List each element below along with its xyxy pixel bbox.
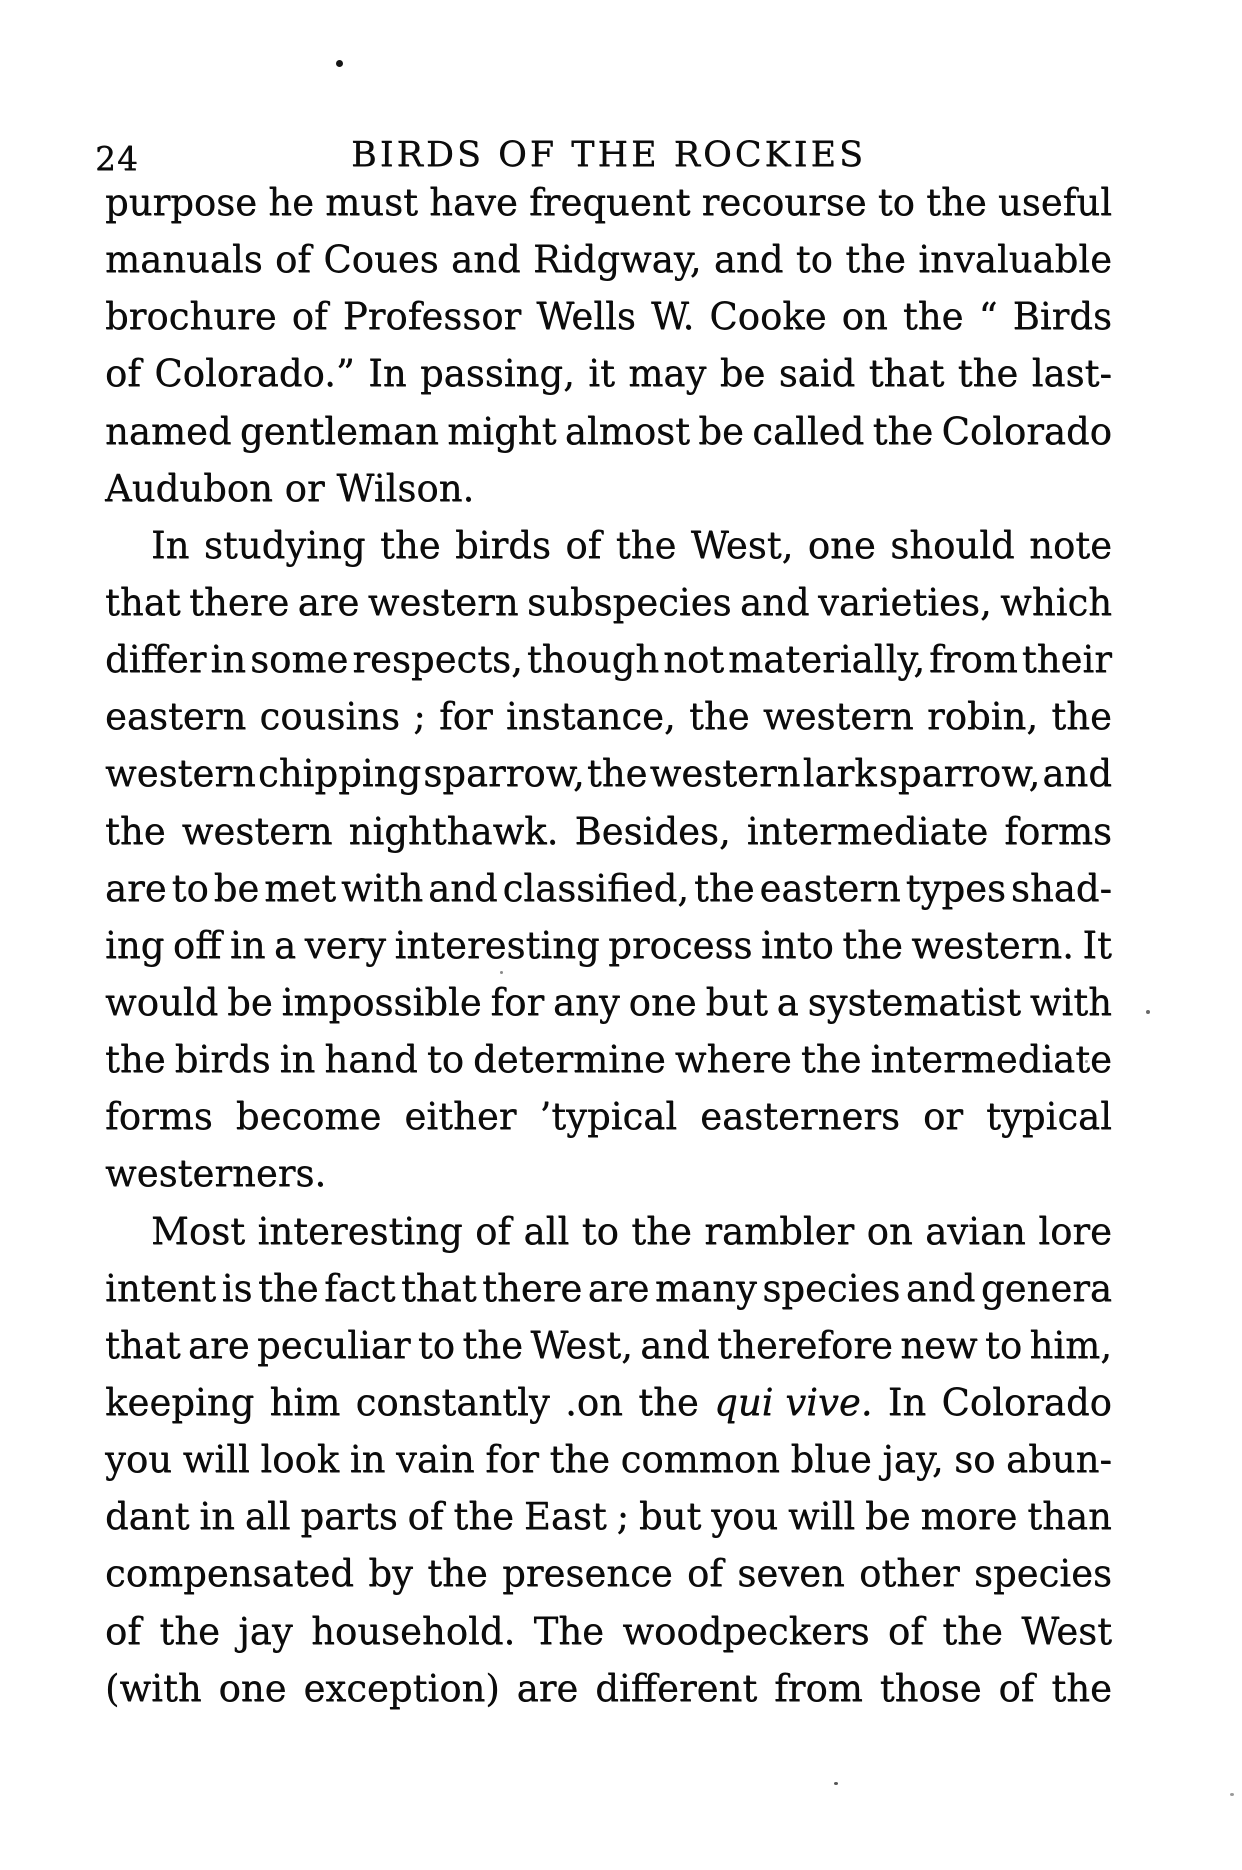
text-line: of Colorado.” In passing, it may be said that the last-: [105, 352, 1112, 396]
text-line: compensated by the presence of seven other species: [105, 1552, 1112, 1596]
text-line: the birds in hand to determine where the intermediate: [105, 1038, 1112, 1082]
text-line: are to be met with and classified, the eastern types shad-: [105, 866, 1112, 910]
text-line: Most interesting of all to the rambler on avian lore: [151, 1209, 1112, 1253]
text-line: of the jay household. The woodpeckers of the West: [105, 1609, 1112, 1653]
text-line: would be impossible for any one but a systematist with: [105, 980, 1112, 1024]
scan-speck: [1146, 1010, 1150, 1014]
text-line: ing off in a very interesting process into the western. It: [105, 923, 1112, 967]
text-line: dant in all parts of the East ; but you will be more than: [105, 1495, 1112, 1539]
running-header: [95, 133, 1112, 179]
italic-phrase: qui vive.: [714, 1380, 873, 1424]
text-line: differ in some respects, though not materially, from their: [105, 638, 1112, 682]
scan-speck: [336, 60, 343, 67]
text-line: western chipping sparrow, the western lark sparrow, and: [105, 752, 1112, 796]
text-line: named gentleman might almost be called the Colorado: [105, 409, 1112, 453]
text-line: the western nighthawk. Besides, intermediate forms: [105, 809, 1112, 853]
text-line: (with one exception) are different from those of the: [105, 1666, 1112, 1710]
text-line: intent is the fact that there are many species and genera: [105, 1266, 1112, 1310]
page-number: 24: [95, 139, 139, 178]
text-line: eastern cousins ; for instance, the western robin, the: [105, 695, 1112, 739]
page-body: [105, 174, 1112, 1717]
text-line-with-italic: keeping him constantly .on the qui vive. In Colorado: [105, 1374, 1112, 1431]
text-line: manuals of Coues and Ridgway, and to the invaluable: [105, 238, 1112, 282]
scan-speck: [1230, 1793, 1234, 1796]
text-line: that there are western subspecies and varieties, which: [105, 580, 1112, 624]
text-line: brochure of Professor Wells W. Cooke on the “ Birds: [105, 295, 1112, 339]
text-line: Audubon or Wilson.: [105, 466, 475, 510]
text-line: that are peculiar to the West, and therefore new to him,: [105, 1323, 1112, 1367]
text-line: In studying the birds of the West, one should note: [151, 523, 1112, 567]
text-line: forms become either ’typical easterners or typical: [105, 1095, 1112, 1139]
text-line: westerners.: [105, 1152, 327, 1196]
scan-speck: [834, 1782, 838, 1785]
text-line: you will look in vain for the common blue jay, so abun-: [105, 1438, 1112, 1482]
text-line: purpose he must have frequent recourse to the useful: [105, 181, 1112, 224]
running-title: BIRDS OF THE ROCKIES: [350, 135, 867, 175]
